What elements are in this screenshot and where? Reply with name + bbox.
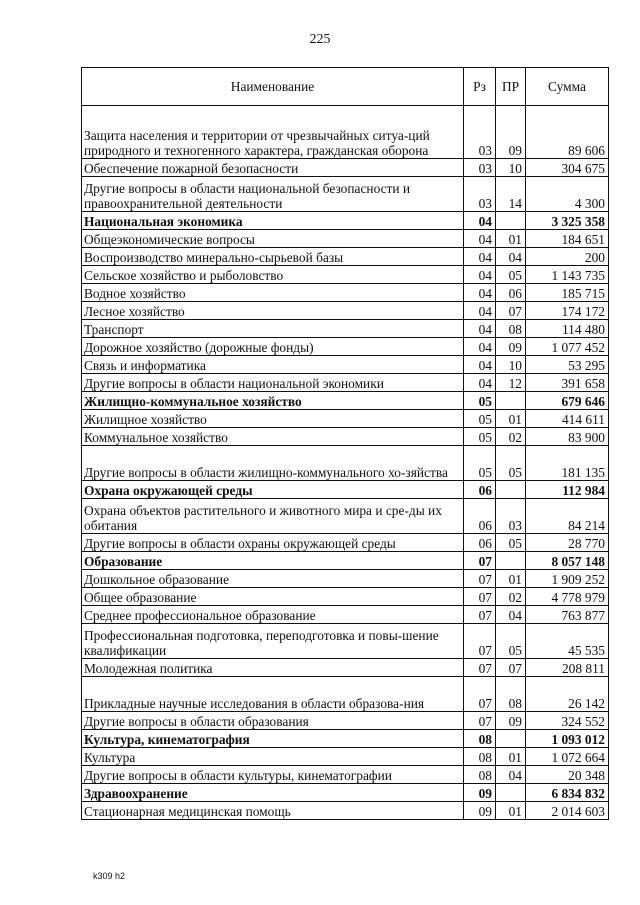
cell-sum: 324 552 (526, 712, 609, 730)
table-row (82, 712, 609, 730)
cell-rz: 05 (464, 392, 496, 410)
cell-sum: 1 077 452 (526, 338, 609, 356)
cell-pr: 05 (496, 266, 526, 284)
cell-name: Национальная экономика (82, 212, 464, 230)
section-row (82, 730, 609, 748)
section-row (82, 481, 609, 499)
cell-sum: 3 325 358 (526, 212, 609, 230)
cell-rz: 04 (464, 338, 496, 356)
cell-pr: 14 (496, 177, 526, 212)
cell-pr: 01 (496, 230, 526, 248)
cell-pr: 01 (496, 748, 526, 766)
table-row (82, 410, 609, 428)
column-header-sum: Сумма (526, 68, 609, 106)
cell-pr: 05 (496, 446, 526, 481)
cell-pr: 02 (496, 588, 526, 606)
cell-rz: 04 (464, 212, 496, 230)
cell-pr: 06 (496, 284, 526, 302)
cell-sum: 114 480 (526, 320, 609, 338)
footer-code: k309 h2 (93, 871, 126, 881)
cell-pr: 01 (496, 410, 526, 428)
cell-pr: 10 (496, 159, 526, 177)
section-row (82, 784, 609, 802)
column-header-name: Наименование (82, 68, 464, 106)
table-row (82, 266, 609, 284)
cell-pr: 04 (496, 766, 526, 784)
cell-pr (496, 784, 526, 802)
cell-rz: 08 (464, 766, 496, 784)
cell-rz: 07 (464, 677, 496, 712)
cell-pr: 09 (496, 338, 526, 356)
cell-sum: 304 675 (526, 159, 609, 177)
cell-sum: 89 606 (526, 106, 609, 159)
cell-name: Сельское хозяйство и рыболовство (82, 266, 464, 284)
cell-pr: 02 (496, 428, 526, 446)
cell-sum: 181 135 (526, 446, 609, 481)
cell-pr: 04 (496, 248, 526, 266)
cell-sum: 391 658 (526, 374, 609, 392)
cell-sum: 83 900 (526, 428, 609, 446)
cell-rz: 07 (464, 606, 496, 624)
cell-rz: 07 (464, 624, 496, 659)
table-body (82, 106, 609, 820)
cell-rz: 05 (464, 446, 496, 481)
cell-rz: 07 (464, 570, 496, 588)
cell-rz: 09 (464, 802, 496, 820)
cell-pr: 10 (496, 356, 526, 374)
cell-name: Защита населения и территории от чрезвычайных ситуа-ций природного и техногенного характера, гражданская оборона (82, 106, 464, 159)
cell-sum: 20 348 (526, 766, 609, 784)
cell-name: Среднее профессиональное образование (82, 606, 464, 624)
cell-name: Молодежная политика (82, 659, 464, 677)
table-row (82, 588, 609, 606)
cell-rz: 05 (464, 410, 496, 428)
cell-sum: 84 214 (526, 499, 609, 534)
cell-rz: 06 (464, 481, 496, 499)
cell-name: Охрана объектов растительного и животного мира и сре-ды их обитания (82, 499, 464, 534)
cell-sum: 6 834 832 (526, 784, 609, 802)
cell-name: Другие вопросы в области культуры, кинематографии (82, 766, 464, 784)
table-row (82, 248, 609, 266)
cell-sum: 679 646 (526, 392, 609, 410)
cell-rz: 03 (464, 106, 496, 159)
table-row (82, 534, 609, 552)
cell-rz: 07 (464, 659, 496, 677)
table-row (82, 748, 609, 766)
table-row (82, 159, 609, 177)
table-row (82, 659, 609, 677)
table-row (82, 428, 609, 446)
cell-rz: 04 (464, 266, 496, 284)
cell-name: Культура, кинематография (82, 730, 464, 748)
page-number: 225 (309, 32, 331, 47)
cell-rz: 07 (464, 588, 496, 606)
cell-sum: 45 535 (526, 624, 609, 659)
cell-name: Стационарная медицинская помощь (82, 802, 464, 820)
table-row (82, 446, 609, 481)
table-row (82, 106, 609, 159)
cell-rz: 09 (464, 784, 496, 802)
cell-pr: 01 (496, 802, 526, 820)
cell-sum: 28 770 (526, 534, 609, 552)
cell-sum: 1 093 012 (526, 730, 609, 748)
cell-rz: 07 (464, 712, 496, 730)
cell-name: Жилищно-коммунальное хозяйство (82, 392, 464, 410)
cell-name: Транспорт (82, 320, 464, 338)
cell-sum: 185 715 (526, 284, 609, 302)
cell-name: Другие вопросы в области охраны окружающей среды (82, 534, 464, 552)
cell-name: Обеспечение пожарной безопасности (82, 159, 464, 177)
budget-table (81, 67, 609, 820)
table-header-row (82, 68, 609, 106)
cell-sum: 4 300 (526, 177, 609, 212)
section-row (82, 552, 609, 570)
table-row (82, 802, 609, 820)
table-row (82, 338, 609, 356)
section-row (82, 212, 609, 230)
table-row (82, 677, 609, 712)
cell-pr (496, 552, 526, 570)
cell-rz: 04 (464, 320, 496, 338)
cell-name: Общее образование (82, 588, 464, 606)
table-row (82, 374, 609, 392)
cell-rz: 04 (464, 374, 496, 392)
cell-name: Лесное хозяйство (82, 302, 464, 320)
cell-rz: 08 (464, 748, 496, 766)
cell-name: Другие вопросы в области жилищно-коммунального хо-зяйства (82, 446, 464, 481)
cell-pr: 07 (496, 659, 526, 677)
cell-pr: 08 (496, 677, 526, 712)
table-row (82, 302, 609, 320)
cell-sum: 763 877 (526, 606, 609, 624)
cell-rz: 05 (464, 428, 496, 446)
cell-name: Другие вопросы в области образования (82, 712, 464, 730)
cell-rz: 06 (464, 499, 496, 534)
table-row (82, 320, 609, 338)
cell-pr: 03 (496, 499, 526, 534)
cell-name: Воспроизводство минерально-сырьевой базы (82, 248, 464, 266)
column-header-pr: ПР (496, 68, 526, 106)
cell-rz: 08 (464, 730, 496, 748)
table-row (82, 356, 609, 374)
cell-pr: 05 (496, 624, 526, 659)
cell-name: Жилищное хозяйство (82, 410, 464, 428)
cell-name: Охрана окружающей среды (82, 481, 464, 499)
table-row (82, 284, 609, 302)
column-header-rz: Рз (464, 68, 496, 106)
cell-pr: 04 (496, 606, 526, 624)
cell-sum: 184 651 (526, 230, 609, 248)
cell-rz: 06 (464, 534, 496, 552)
cell-pr (496, 730, 526, 748)
table-row (82, 606, 609, 624)
cell-name: Дошкольное образование (82, 570, 464, 588)
cell-name: Прикладные научные исследования в области образова-ния (82, 677, 464, 712)
cell-pr (496, 212, 526, 230)
cell-sum: 414 611 (526, 410, 609, 428)
table-row (82, 177, 609, 212)
cell-pr: 01 (496, 570, 526, 588)
cell-rz: 04 (464, 356, 496, 374)
cell-name: Другие вопросы в области национальной экономики (82, 374, 464, 392)
cell-sum: 1 072 664 (526, 748, 609, 766)
cell-sum: 174 172 (526, 302, 609, 320)
cell-rz: 03 (464, 159, 496, 177)
cell-sum: 112 984 (526, 481, 609, 499)
cell-name: Общеэкономические вопросы (82, 230, 464, 248)
cell-name: Связь и информатика (82, 356, 464, 374)
cell-rz: 03 (464, 177, 496, 212)
cell-name: Профессиональная подготовка, переподготовка и повы-шение квалификации (82, 624, 464, 659)
cell-sum: 200 (526, 248, 609, 266)
cell-name: Культура (82, 748, 464, 766)
cell-sum: 53 295 (526, 356, 609, 374)
cell-pr: 12 (496, 374, 526, 392)
cell-rz: 04 (464, 302, 496, 320)
cell-sum: 208 811 (526, 659, 609, 677)
cell-sum: 8 057 148 (526, 552, 609, 570)
table-row (82, 570, 609, 588)
cell-pr (496, 392, 526, 410)
cell-pr: 05 (496, 534, 526, 552)
section-row (82, 392, 609, 410)
table-row (82, 230, 609, 248)
table-row (82, 766, 609, 784)
cell-name: Образование (82, 552, 464, 570)
cell-name: Здравоохранение (82, 784, 464, 802)
cell-rz: 07 (464, 552, 496, 570)
cell-name: Водное хозяйство (82, 284, 464, 302)
cell-pr: 07 (496, 302, 526, 320)
cell-name: Коммунальное хозяйство (82, 428, 464, 446)
cell-name: Дорожное хозяйство (дорожные фонды) (82, 338, 464, 356)
cell-pr (496, 481, 526, 499)
table-row (82, 499, 609, 534)
cell-sum: 1 909 252 (526, 570, 609, 588)
cell-rz: 04 (464, 248, 496, 266)
cell-pr: 08 (496, 320, 526, 338)
cell-name: Другие вопросы в области национальной безопасности и правоохранительной деятельности (82, 177, 464, 212)
cell-pr: 09 (496, 106, 526, 159)
cell-pr: 09 (496, 712, 526, 730)
cell-sum: 26 142 (526, 677, 609, 712)
cell-rz: 04 (464, 284, 496, 302)
cell-rz: 04 (464, 230, 496, 248)
cell-sum: 2 014 603 (526, 802, 609, 820)
cell-sum: 4 778 979 (526, 588, 609, 606)
table-row (82, 624, 609, 659)
cell-sum: 1 143 735 (526, 266, 609, 284)
